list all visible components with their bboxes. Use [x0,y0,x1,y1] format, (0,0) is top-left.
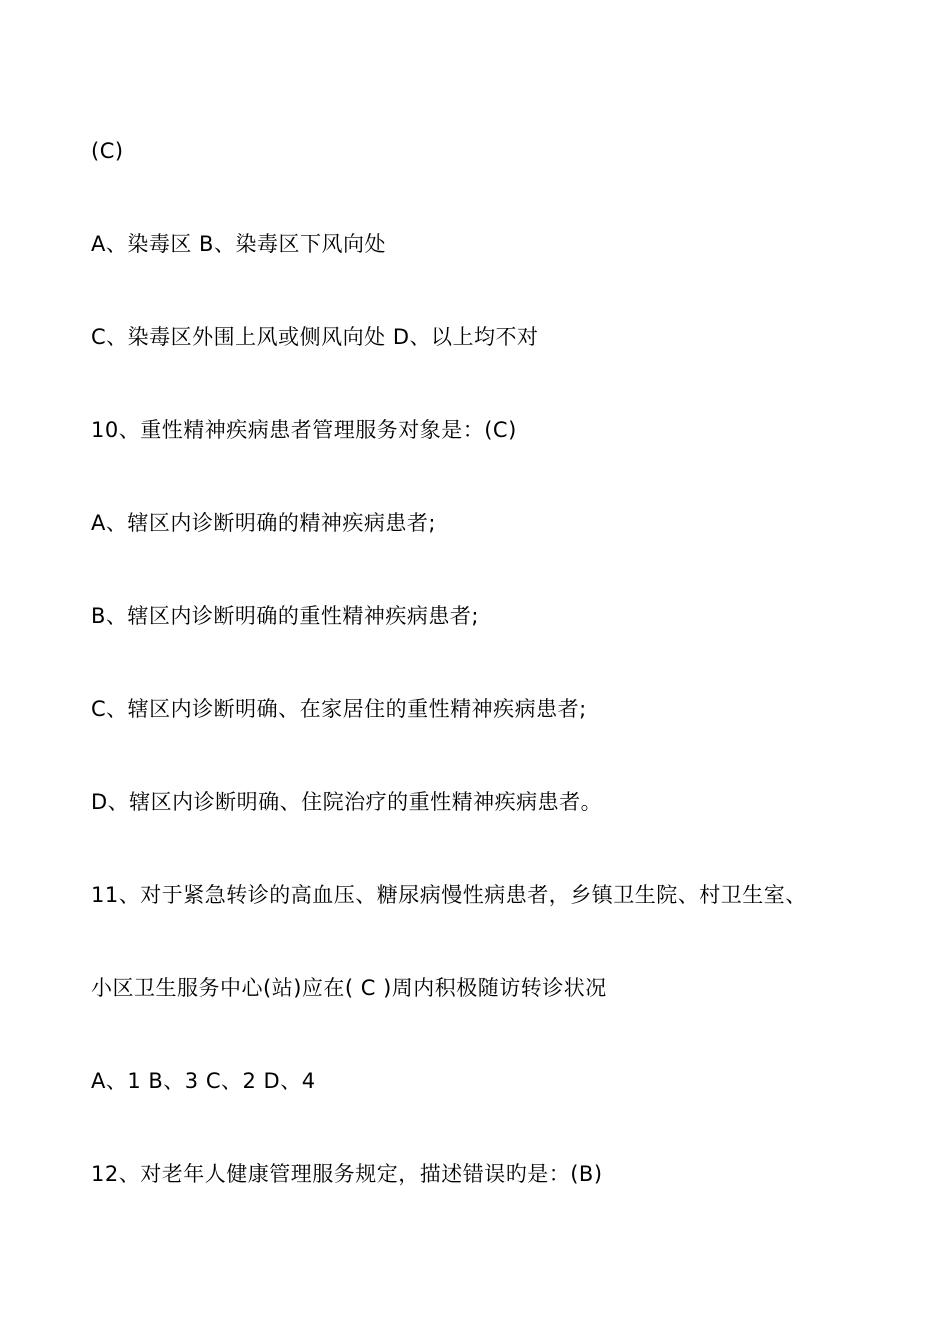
question-10-option-b: B、辖区内诊断明确的重性精神疾病患者; [91,604,479,628]
question-11-options: A、1 B、3 C、2 D、4 [91,1069,316,1093]
question-10: 10、重性精神疾病患者管理服务对象是：(C) [91,418,517,442]
question-10-option-d: D、辖区内诊断明确、住院治疗的重性精神疾病患者。 [91,790,603,814]
question-11-line-1: 11、对于紧急转诊的高血压、糖尿病慢性病患者，乡镇卫生院、村卫生室、 [91,883,807,907]
question-10-option-c: C、辖区内诊断明确、在家居住的重性精神疾病患者; [91,697,587,721]
question-10-option-a: A、辖区内诊断明确的精神疾病患者; [91,511,436,535]
answer-line: (C) [91,139,124,163]
options-line-c-d: C、染毒区外围上风或侧风向处 D、以上均不对 [91,325,539,349]
question-11-line-2: 小区卫生服务中心(站)应在( C )周内积极随访转诊状况 [91,976,607,1000]
options-line-a-b: A、染毒区 B、染毒区下风向处 [91,232,386,256]
question-12: 12、对老年人健康管理服务规定，描述错误旳是：(B) [91,1162,603,1186]
